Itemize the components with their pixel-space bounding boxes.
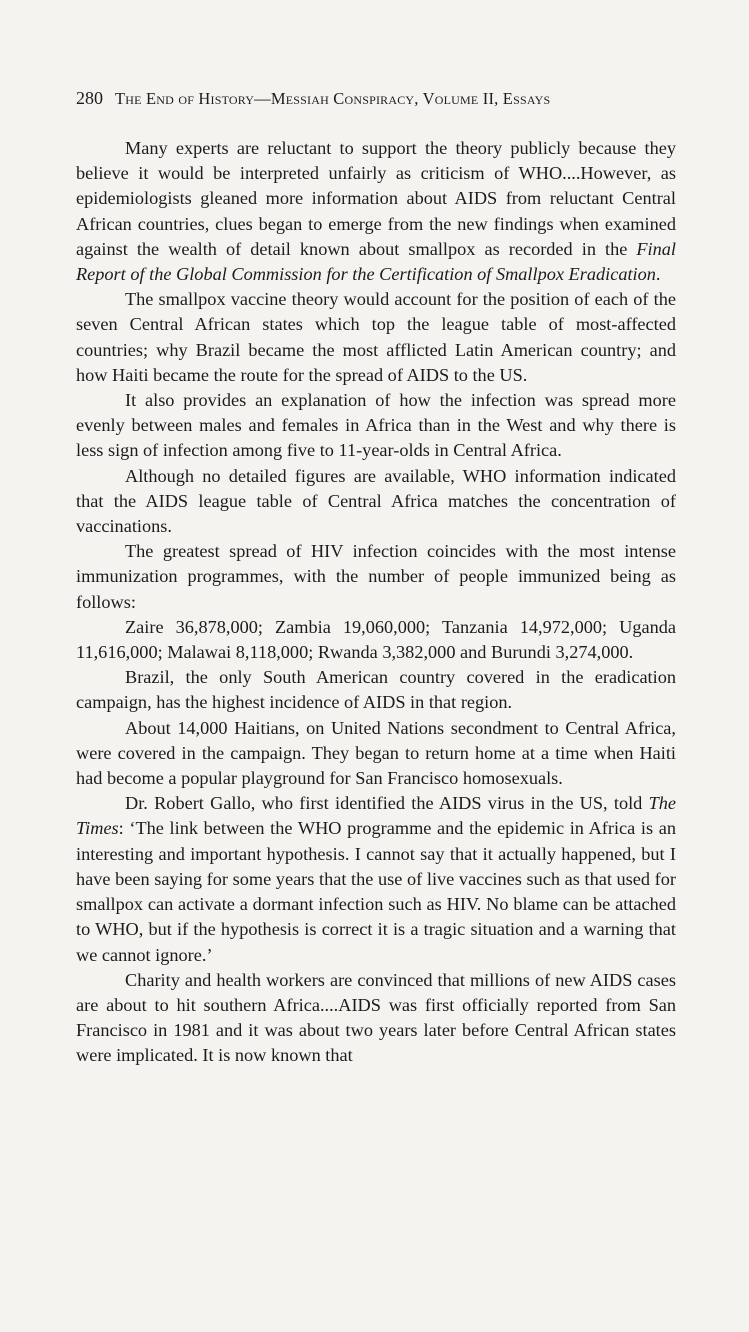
report-title: Final Report of the Global Commission for the Certification of Smallpox Eradication [76, 238, 676, 285]
running-head [76, 86, 676, 111]
paragraph-7: Brazil, the only South American country covered in the eradication campaign, has the highest incidence of AIDS in that region. [76, 667, 676, 713]
running-title: The End of History—Messiah Conspiracy, Volume II, Essays [115, 89, 551, 108]
newspaper-title: The Times [76, 793, 676, 839]
page-number: 280 [76, 88, 103, 108]
paragraph-8: About 14,000 Haitians, on United Nations secondment to Central Africa, were covered in the campaign. They began to return home at a time when Haiti had become a popular playground for San Francisco homosexuals. [76, 717, 676, 789]
paragraph-4: Although no detailed figures are available, WHO information indicated that the AIDS league table of Central Africa matches the concentration of vaccinations. [76, 465, 676, 537]
body-text [76, 136, 676, 1069]
paragraph-10: Charity and health workers are convinced that millions of new AIDS cases are about to hit southern Africa....AIDS was first officially reported from San Francisco in 1981 and it was about two years later before Central African states were implicated. It is now known that [76, 969, 676, 1066]
paragraph-9: Dr. Robert Gallo, who first identified the AIDS virus in the US, told The Times: ‘The link between the WHO programme and the epidemic in Africa is an interesting and important hypothesis. I cannot say that it actually happened, but I have been saying for some years that the use of live vaccines such as that used for smallpox can activate a dormant infection such as HIV. No blame can be attached to WHO, but if the hypothesis is correct it is a tragic situation and a warning that we cannot ignore.’ [76, 793, 676, 965]
paragraph-3: It also provides an explanation of how the infection was spread more evenly between males and females in Africa than in the West and why there is less sign of infection among five to 11-year-olds in Central Africa. [76, 390, 676, 461]
paragraph-2: The smallpox vaccine theory would account for the position of each of the seven Central African states which top the league table of most-affected countries; why Brazil became the most afflicted Latin American country; and how Haiti became the route for the spread of AIDS to the US. [76, 289, 676, 385]
paragraph-6: Zaire 36,878,000; Zambia 19,060,000; Tanzania 14,972,000; Uganda 11,616,000; Malawai 8,118,000; Rwanda 3,382,000 and Burundi 3,274,000. [76, 616, 676, 663]
paragraph-1: Many experts are reluctant to support the theory publicly because they believe it would be interpreted unfairly as criticism of WHO....However, as epidemiologists gleaned more information about AIDS from reluctant Central African countries, clues began to emerge from the new findings when examined against the wealth of detail known about smallpox as recorded in the Final Report of the Global Commission for the Certification of Smallpox Eradication. [76, 138, 676, 285]
paragraph-5: The greatest spread of HIV infection coincides with the most intense immunization programmes, with the number of people immunized being as follows: [76, 541, 676, 612]
